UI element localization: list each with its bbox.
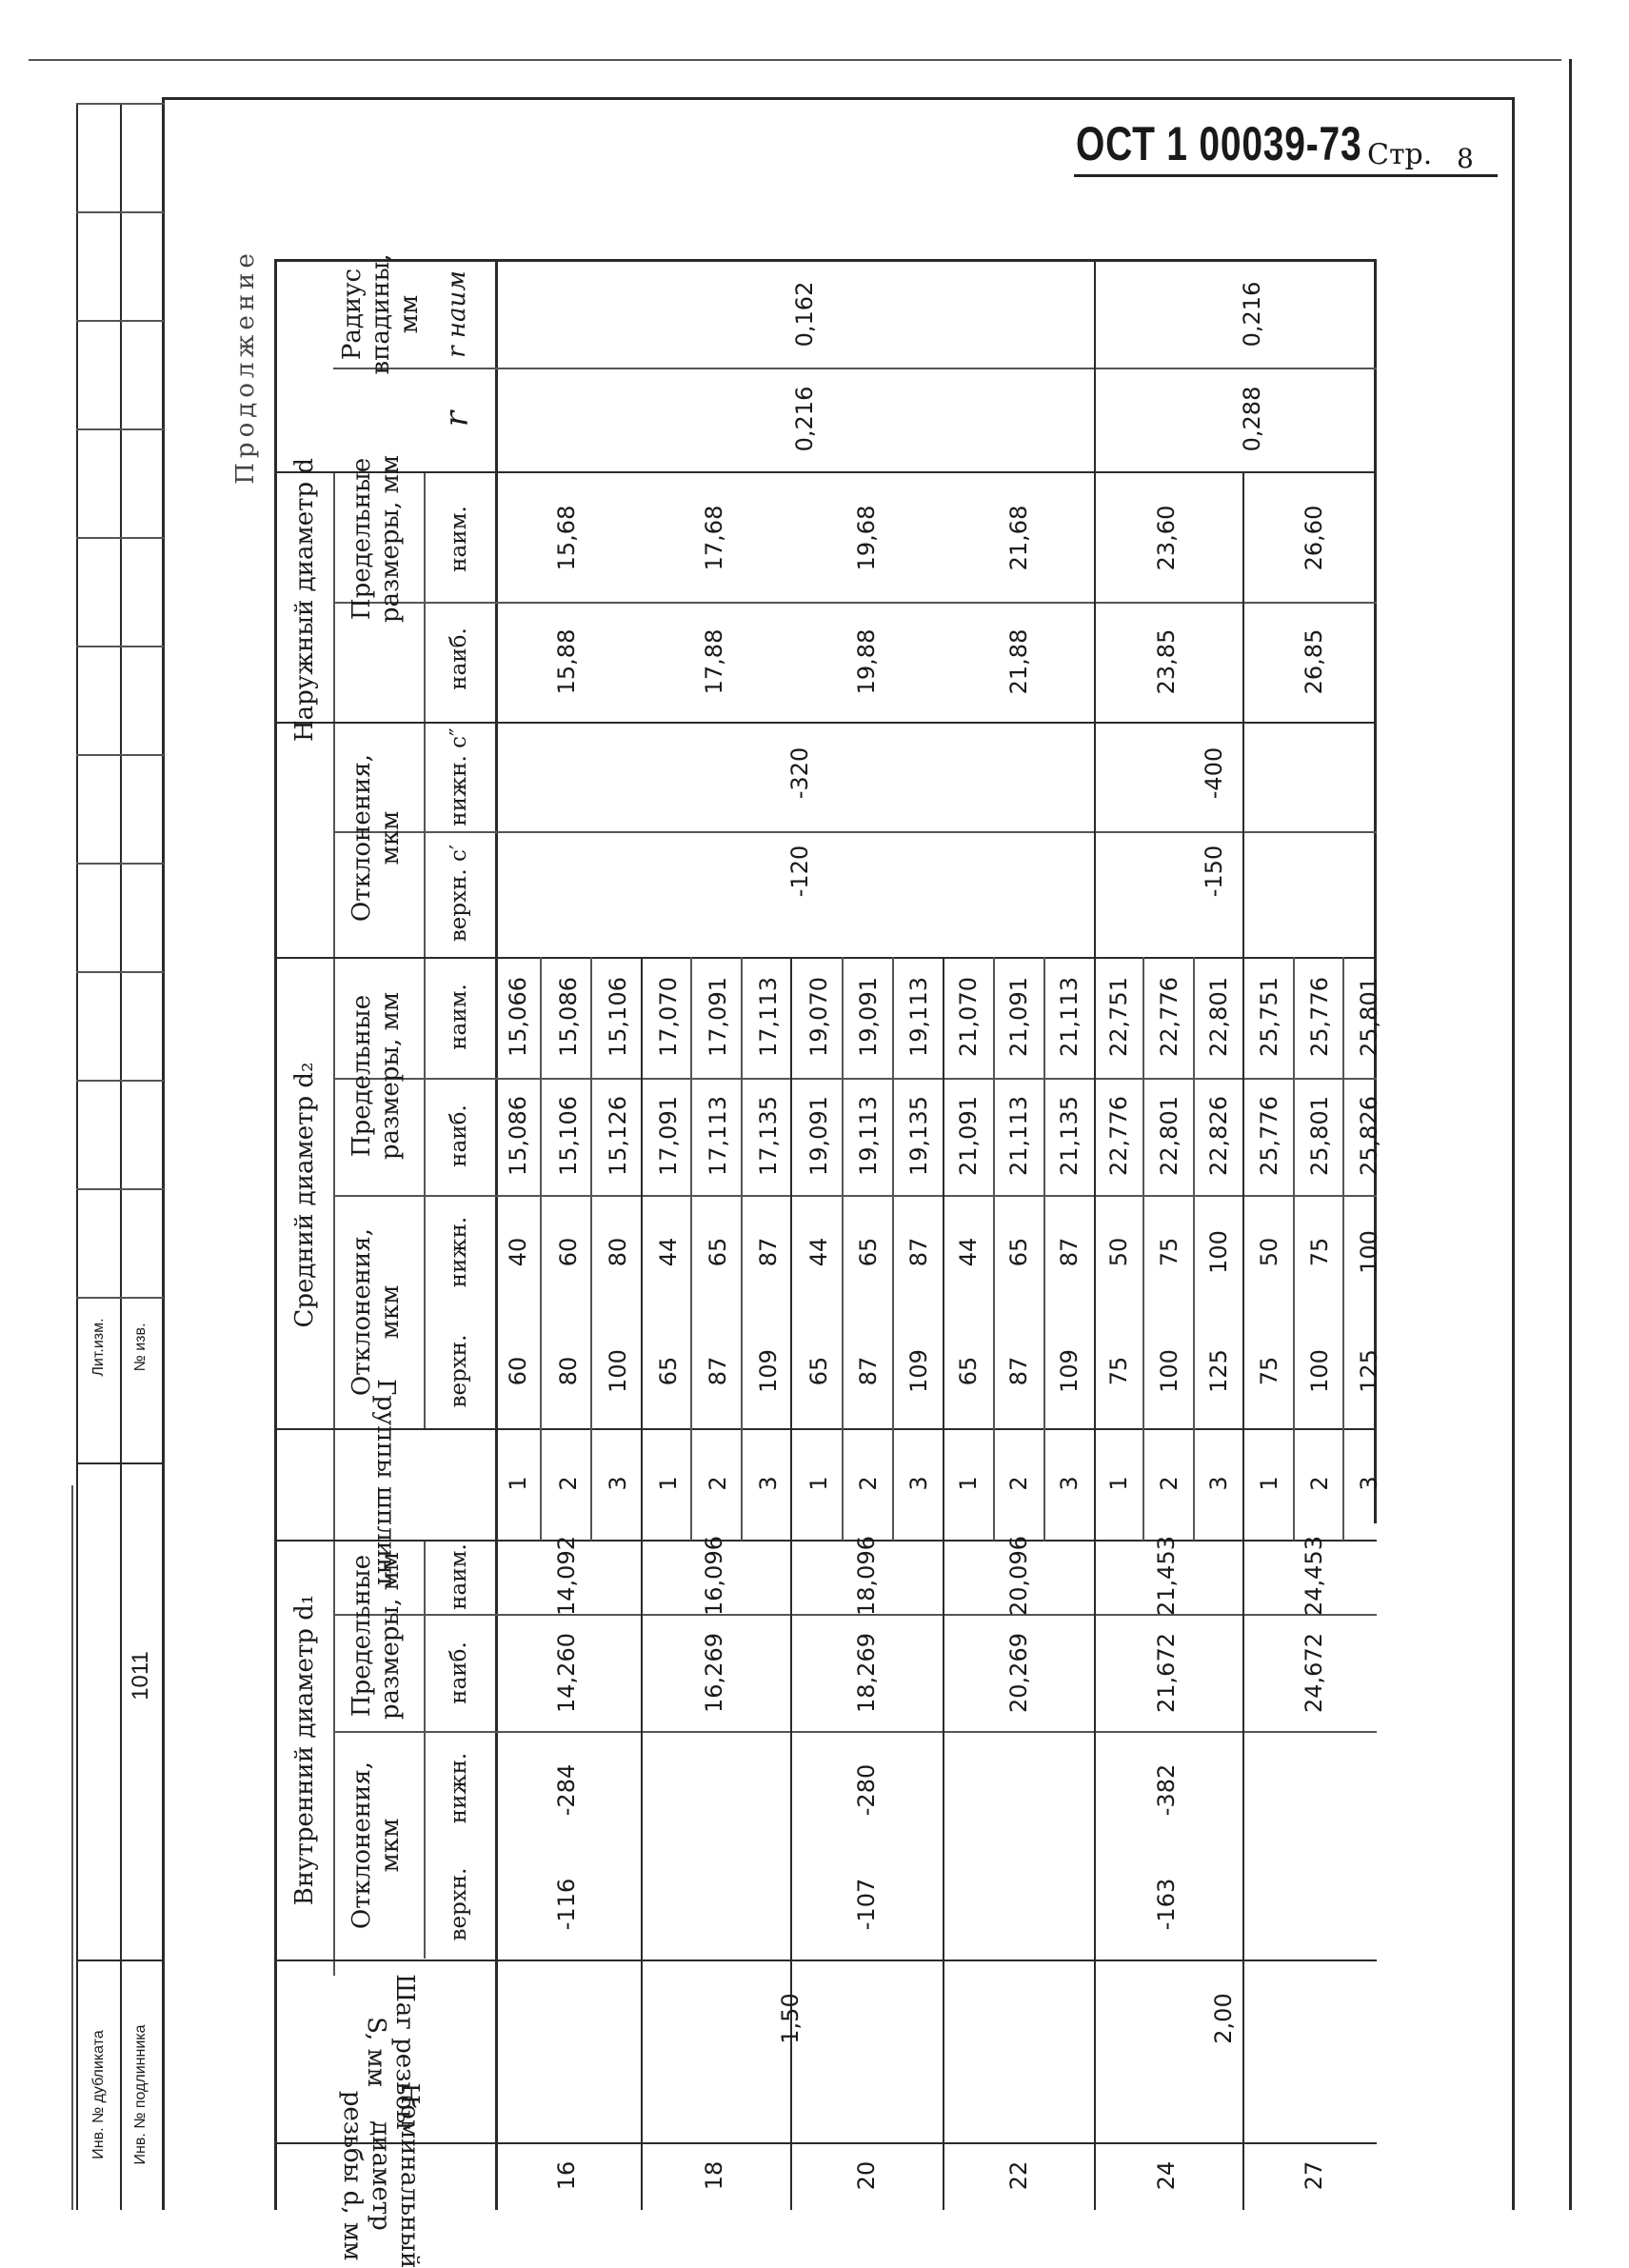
right-frame — [1569, 59, 1572, 2210]
outer-dev-header: Отклонения, мкм — [348, 753, 405, 923]
outer-naim: 19,68 — [853, 505, 880, 571]
table-top-edge — [274, 259, 1377, 262]
mid-header: Средний диаметр d₂ — [290, 1062, 319, 1328]
mid-row-15-naib: 22,826 — [1205, 1096, 1233, 1176]
mid-row-15-naim: 22,801 — [1205, 977, 1233, 1057]
inner-naib: 18,269 — [853, 1633, 880, 1713]
mid-row-17-g: 2 — [1305, 1476, 1333, 1491]
mid-row-9-naim: 19,113 — [904, 977, 932, 1057]
inner-nizh-3: -382 — [1153, 1763, 1180, 1817]
page-number: 8 — [1457, 143, 1474, 174]
mid-limits-header: Предельные размеры, мм — [348, 991, 405, 1161]
outer-header: Наружный диаметр d — [290, 457, 319, 743]
mid-row-12-naib: 21,135 — [1055, 1096, 1083, 1176]
mid-dev-header: Отклонения, мкм — [348, 1227, 405, 1397]
mid-row-10-naib: 21,091 — [955, 1096, 983, 1176]
mid-row-11-g: 2 — [1005, 1476, 1032, 1491]
inner-naib: 16,269 — [701, 1633, 727, 1713]
mid-row-8-g: 2 — [855, 1476, 883, 1491]
document-code: ОСТ 1 00039-73 — [1076, 117, 1362, 170]
step-2: 2,00 — [1210, 1993, 1237, 2044]
mid-row-3-naib: 15,126 — [605, 1096, 632, 1176]
inner-top-rule — [164, 97, 1514, 100]
mid-row-18-naim: 25,801 — [1356, 977, 1383, 1057]
mid-row-7-verh: 65 — [805, 1356, 832, 1386]
mid-row-12-verh: 109 — [1055, 1349, 1083, 1393]
outer-naim: 23,60 — [1153, 505, 1180, 571]
mid-row-10-verh: 65 — [955, 1356, 983, 1386]
groups-header: Группы шплинт — [371, 1379, 400, 1588]
mid-row-2-naib: 15,106 — [554, 1096, 582, 1176]
inner-naib: 21,672 — [1153, 1633, 1180, 1713]
mid-row-7-g: 1 — [805, 1476, 832, 1491]
outer-nizh-label: нижн. c″ — [447, 727, 471, 826]
mid-row-5-g: 2 — [705, 1476, 732, 1491]
inner-nizh-2: -280 — [853, 1763, 880, 1817]
radius-r-2: 0,288 — [1239, 386, 1265, 452]
table-right-edge — [1374, 259, 1377, 1523]
outer-naim-label: наим. — [447, 506, 471, 572]
radius-header: Радиус впадины, мм — [338, 253, 424, 375]
mid-row-18-nizh: 100 — [1356, 1230, 1383, 1274]
mid-nizh-label: нижн. — [447, 1216, 471, 1288]
mid-row-2-verh: 80 — [554, 1356, 582, 1386]
mid-row-1-verh: 60 — [505, 1356, 531, 1386]
margin-line — [162, 97, 165, 2210]
mid-row-15-nizh: 100 — [1205, 1230, 1233, 1274]
nominal-16: 16 — [553, 2160, 580, 2191]
inner-naib: 24,672 — [1301, 1633, 1327, 1713]
mid-row-9-g: 3 — [904, 1476, 932, 1491]
outer-verh-1: -120 — [786, 845, 813, 898]
rnaim-label: r наим — [443, 270, 471, 358]
inner-naim: 18,096 — [853, 1536, 880, 1616]
radius-r-1: 0,216 — [791, 386, 818, 452]
mid-row-8-verh: 87 — [855, 1356, 883, 1386]
nominal-20: 20 — [853, 2160, 880, 2191]
mid-row-15-verh: 125 — [1205, 1349, 1233, 1393]
mid-row-12-g: 3 — [1055, 1476, 1083, 1491]
nominal-22: 22 — [1005, 2160, 1032, 2191]
mid-row-5-verh: 87 — [705, 1356, 732, 1386]
mid-row-14-g: 2 — [1155, 1476, 1182, 1491]
header-underline — [1074, 174, 1498, 177]
mid-row-2-naim: 15,086 — [554, 977, 582, 1057]
mid-row-6-naim: 17,113 — [755, 977, 782, 1057]
mid-row-9-nizh: 87 — [904, 1237, 932, 1267]
mid-row-14-naim: 22,776 — [1155, 977, 1182, 1057]
inner-nizh-label: нижн. — [447, 1752, 471, 1824]
mid-row-18-verh: 125 — [1356, 1349, 1383, 1393]
outer-naib-label: наиб. — [447, 627, 471, 690]
mid-verh-label: верхн. — [447, 1334, 471, 1408]
nominal-27: 27 — [1301, 2160, 1327, 2191]
mid-row-16-naib: 25,776 — [1256, 1096, 1282, 1176]
outer-naim: 17,68 — [701, 505, 727, 571]
mid-row-7-naim: 19,070 — [805, 977, 832, 1057]
inner-naib: 14,260 — [553, 1633, 580, 1713]
mid-row-3-nizh: 80 — [605, 1237, 632, 1267]
inner-verh-label: верхн. — [447, 1867, 471, 1941]
mid-row-1-naim: 15,066 — [505, 977, 531, 1057]
nominal-header: Номинальный диаметр резьбы d, мм — [338, 2082, 424, 2268]
mid-row-6-nizh: 87 — [755, 1237, 782, 1267]
step-1: 1,50 — [777, 1993, 804, 2044]
mid-row-7-nizh: 44 — [805, 1237, 832, 1267]
mid-row-12-nizh: 87 — [1055, 1237, 1083, 1267]
mid-row-3-g: 3 — [605, 1476, 632, 1491]
mid-row-4-nizh: 44 — [654, 1237, 682, 1267]
inv-dup-label: Инв. № дубликата — [90, 2030, 107, 2159]
inner-limits-header: Предельные размеры, мм — [348, 1551, 405, 1721]
outer-naib: 23,85 — [1153, 628, 1180, 695]
inner-verh-3: -163 — [1153, 1878, 1180, 1931]
mid-row-17-naib: 25,801 — [1305, 1096, 1333, 1176]
mid-row-15-g: 3 — [1205, 1476, 1233, 1491]
mid-row-3-verh: 100 — [605, 1349, 632, 1393]
mid-row-14-naib: 22,801 — [1155, 1096, 1182, 1176]
mid-row-18-naib: 25,826 — [1356, 1096, 1383, 1176]
inner-naim: 16,096 — [701, 1536, 727, 1616]
mid-row-9-verh: 109 — [904, 1349, 932, 1393]
outer-nizh-1: -320 — [786, 746, 813, 800]
mid-row-11-nizh: 65 — [1005, 1237, 1032, 1267]
inner-naim: 14,092 — [553, 1536, 580, 1616]
mid-row-4-g: 1 — [654, 1476, 682, 1491]
page-label: Стр. — [1367, 138, 1433, 171]
inner-dev-header: Отклонения, мкм — [348, 1761, 405, 1930]
outer-nizh-2: -400 — [1201, 746, 1227, 800]
mid-row-18-g: 3 — [1356, 1476, 1383, 1491]
mid-row-6-g: 3 — [755, 1476, 782, 1491]
mid-row-2-g: 2 — [554, 1476, 582, 1491]
inner-header: Внутренний диаметр d₁ — [290, 1594, 319, 1906]
step-header: Шаг резьбы S, мм — [362, 1974, 419, 2130]
mid-row-11-naim: 21,091 — [1005, 977, 1032, 1057]
mid-naib-label: наиб. — [447, 1104, 471, 1167]
outer-naim: 21,68 — [1005, 505, 1032, 571]
mid-row-5-naib: 17,113 — [705, 1096, 732, 1176]
mid-row-1-naib: 15,086 — [505, 1096, 531, 1176]
mid-row-10-naim: 21,070 — [955, 977, 983, 1057]
mid-row-13-nizh: 50 — [1105, 1237, 1133, 1267]
nominal-18: 18 — [701, 2160, 727, 2191]
table-left-edge — [274, 259, 277, 2210]
mid-row-16-verh: 75 — [1256, 1356, 1282, 1386]
mid-row-11-verh: 87 — [1005, 1356, 1032, 1386]
inner-naib: 20,269 — [1005, 1633, 1032, 1713]
mid-row-13-verh: 75 — [1105, 1356, 1133, 1386]
inner-nizh-1: -284 — [553, 1763, 580, 1817]
inner-naim: 21,453 — [1153, 1536, 1180, 1616]
mid-row-7-naib: 19,091 — [805, 1096, 832, 1176]
mid-row-1-nizh: 40 — [505, 1237, 531, 1267]
mid-row-16-nizh: 50 — [1256, 1237, 1282, 1267]
outer-naib: 21,88 — [1005, 628, 1032, 695]
outer-naim: 26,60 — [1301, 505, 1327, 571]
mid-row-17-nizh: 75 — [1305, 1237, 1333, 1267]
inner-verh-1: -116 — [553, 1878, 580, 1931]
mid-row-17-verh: 100 — [1305, 1349, 1333, 1393]
inv-orig-label: Инв. № подлинника — [132, 2024, 149, 2165]
lit-izm-label: Лит.изм. — [90, 1318, 107, 1377]
mid-naim-label: наим. — [447, 984, 471, 1050]
mid-row-12-naim: 21,113 — [1055, 977, 1083, 1057]
header-body-divider — [495, 259, 498, 2210]
r-label: r — [438, 410, 476, 428]
mid-row-4-naib: 17,091 — [654, 1096, 682, 1176]
mid-row-8-naim: 19,091 — [855, 977, 883, 1057]
outer-verh-label: верхн. c′ — [447, 844, 471, 943]
outer-naib: 26,85 — [1301, 628, 1327, 695]
mid-row-10-nizh: 44 — [955, 1237, 983, 1267]
inner-naim: 20,096 — [1005, 1536, 1032, 1616]
mid-row-16-g: 1 — [1256, 1476, 1282, 1491]
mid-row-13-naim: 22,751 — [1105, 977, 1133, 1057]
continuation-label: Продолжение — [231, 249, 260, 485]
margin-line — [76, 103, 78, 2210]
outer-naib: 19,88 — [853, 628, 880, 695]
mid-row-13-naib: 22,776 — [1105, 1096, 1133, 1176]
orig-number: 1011 — [128, 1651, 153, 1701]
mid-row-16-naim: 25,751 — [1256, 977, 1282, 1057]
margin-line — [120, 103, 122, 2210]
mid-row-13-g: 1 — [1105, 1476, 1133, 1491]
mid-row-5-naim: 17,091 — [705, 977, 732, 1057]
outer-naim: 15,68 — [553, 505, 580, 571]
top-rule — [29, 59, 1561, 61]
mid-row-17-naim: 25,776 — [1305, 977, 1333, 1057]
mid-row-1-g: 1 — [505, 1476, 531, 1491]
mid-row-8-nizh: 65 — [855, 1237, 883, 1267]
mid-row-14-verh: 100 — [1155, 1349, 1182, 1393]
mid-row-3-naim: 15,106 — [605, 977, 632, 1057]
outer-limits-header: Предельные размеры, мм — [348, 454, 405, 624]
mid-row-8-naib: 19,113 — [855, 1096, 883, 1176]
inner-naib-label: наиб. — [447, 1641, 471, 1704]
outer-naib: 17,88 — [701, 628, 727, 695]
outer-verh-2: -150 — [1201, 845, 1227, 898]
mid-row-5-nizh: 65 — [705, 1237, 732, 1267]
mid-row-2-nizh: 60 — [554, 1237, 582, 1267]
mid-row-6-verh: 109 — [755, 1349, 782, 1393]
inner-verh-2: -107 — [853, 1878, 880, 1931]
nominal-24: 24 — [1153, 2160, 1180, 2191]
mid-row-10-g: 1 — [955, 1476, 983, 1491]
mid-row-4-naim: 17,070 — [654, 977, 682, 1057]
radius-rnaim-2: 0,216 — [1239, 281, 1265, 348]
outer-naib: 15,88 — [553, 628, 580, 695]
radius-rnaim-1: 0,162 — [791, 281, 818, 348]
inner-naim: 24,453 — [1301, 1536, 1327, 1616]
mid-row-9-naib: 19,135 — [904, 1096, 932, 1176]
inner-naim-label: наим. — [447, 1543, 471, 1610]
no-izv-label: № изв. — [132, 1323, 149, 1372]
inner-right-frame — [1512, 97, 1515, 2210]
mid-row-11-naib: 21,113 — [1005, 1096, 1032, 1176]
mid-row-4-verh: 65 — [654, 1356, 682, 1386]
mid-row-14-nizh: 75 — [1155, 1237, 1182, 1267]
mid-row-6-naib: 17,135 — [755, 1096, 782, 1176]
